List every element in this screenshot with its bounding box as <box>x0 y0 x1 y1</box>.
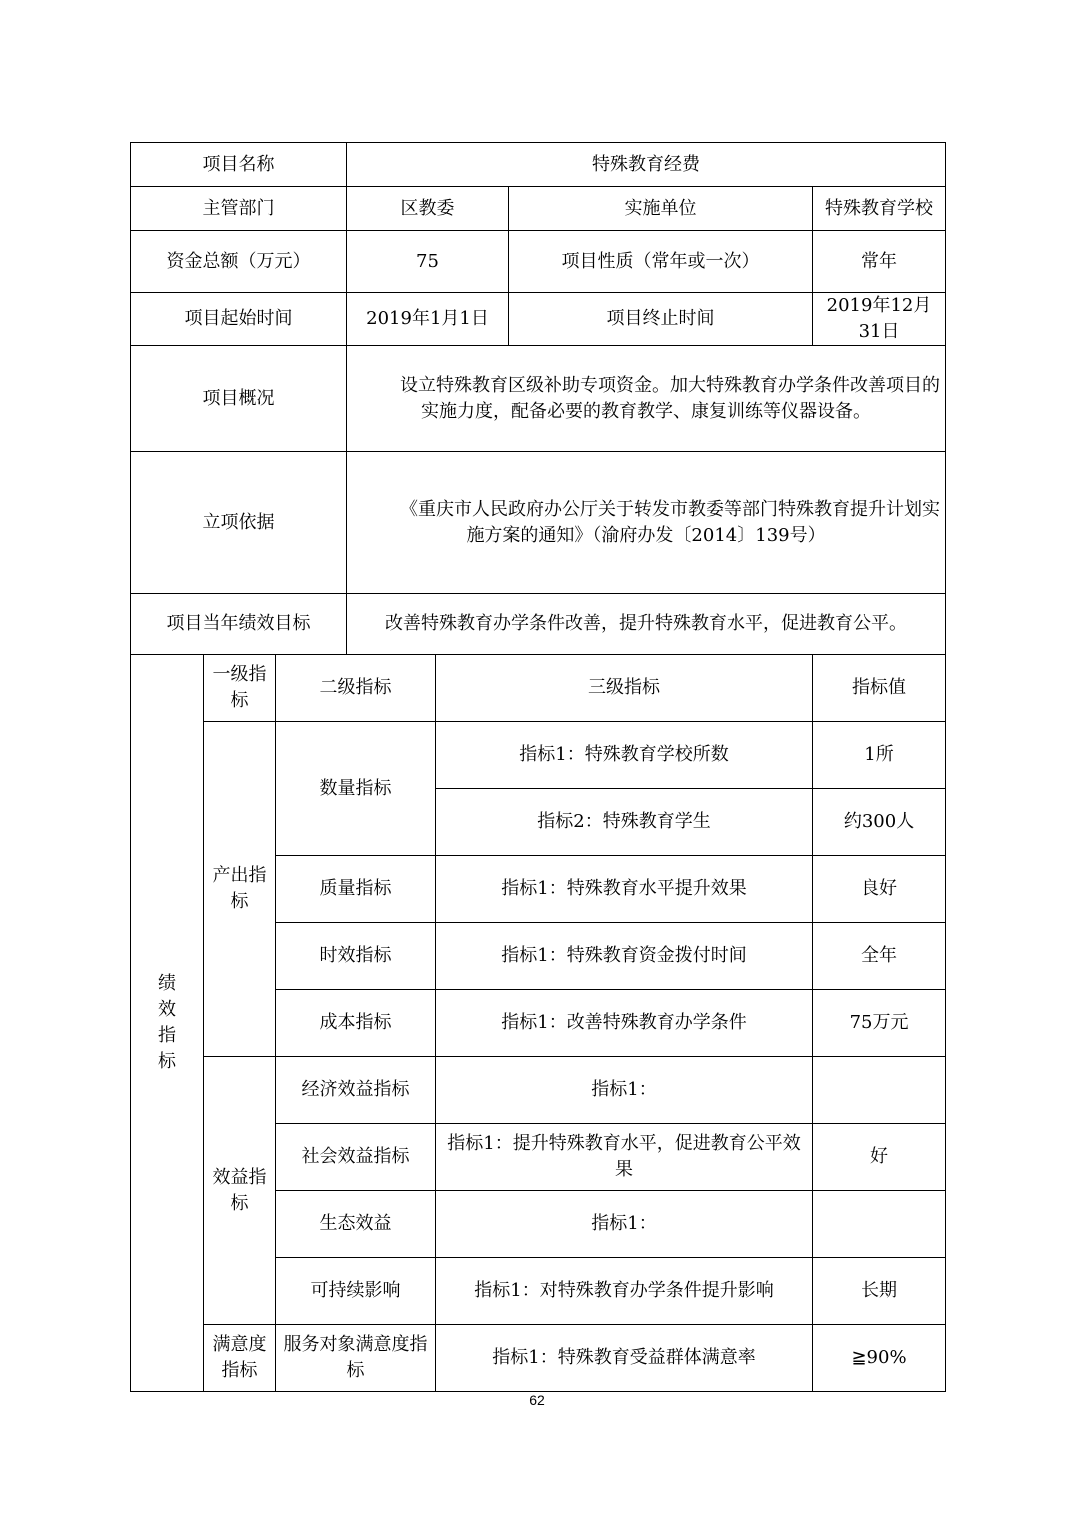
goal-label: 项目当年绩效目标 <box>131 594 347 655</box>
economic-1: 指标1： <box>436 1057 813 1124</box>
section-char: 效 <box>158 999 176 1020</box>
timeliness-label: 时效指标 <box>276 923 436 990</box>
impl-label: 实施单位 <box>509 187 813 231</box>
goal-value: 改善特殊教育办学条件改善，提升特殊教育水平，促进教育公平。 <box>347 594 946 655</box>
row-overview <box>131 346 946 452</box>
fund-value: 75 <box>347 231 509 293</box>
economic-label: 经济效益指标 <box>276 1057 436 1124</box>
service-label: 服务对象满意度指标 <box>276 1325 436 1392</box>
nature-value: 常年 <box>813 231 946 293</box>
row-dates <box>131 293 946 346</box>
sustainable-1: 指标1：对特殊教育办学条件提升影响 <box>436 1258 813 1325</box>
fund-label: 资金总额（万元） <box>131 231 347 293</box>
social-1-value: 好 <box>813 1124 946 1191</box>
end-label: 项目终止时间 <box>509 293 813 346</box>
indicator-header-row <box>131 655 946 722</box>
table-row <box>131 1057 946 1124</box>
economic-1-value <box>813 1057 946 1124</box>
overview-text: 设立特殊教育区级补助专项资金。加大特殊教育办学条件改善项目的实施力度，配备必要的教育教学、康复训练等仪器设备。 <box>400 374 941 422</box>
header-level2: 二级指标 <box>276 655 436 722</box>
social-1: 指标1：提升特殊教育水平，促进教育公平效果 <box>436 1124 813 1191</box>
header-level3: 三级指标 <box>436 655 813 722</box>
section-char: 绩 <box>158 973 176 994</box>
sustainable-1-value: 长期 <box>813 1258 946 1325</box>
benefit-indicator-label: 效益指标 <box>204 1057 276 1325</box>
table-row <box>131 1325 946 1392</box>
performance-indicator-chars <box>135 971 199 1075</box>
dept-value: 区教委 <box>347 187 509 231</box>
quantity-2-value: 约300人 <box>813 789 946 856</box>
dept-label: 主管部门 <box>131 187 347 231</box>
ecological-label: 生态效益 <box>276 1191 436 1258</box>
service-1: 指标1：特殊教育受益群体满意率 <box>436 1325 813 1392</box>
basis-text: 《重庆市人民政府办公厅关于转发市教委等部门特殊教育提升计划实施方案的通知》（渝府办发〔2014〕139号） <box>400 498 941 546</box>
satisfaction-indicator-label: 满意度指标 <box>204 1325 276 1392</box>
section-char: 指 <box>158 1025 176 1046</box>
header-value: 指标值 <box>813 655 946 722</box>
row-goal <box>131 594 946 655</box>
quantity-1-value: 1所 <box>813 722 946 789</box>
cost-1: 指标1：改善特殊教育办学条件 <box>436 990 813 1057</box>
end-value: 2019年12月31日 <box>813 293 946 346</box>
ecological-1: 指标1： <box>436 1191 813 1258</box>
section-char: 标 <box>158 1051 176 1072</box>
quality-label: 质量指标 <box>276 856 436 923</box>
basis-value <box>347 452 946 594</box>
performance-indicator-label <box>131 655 204 1392</box>
row-project-name <box>131 143 946 187</box>
basis-label: 立项依据 <box>131 452 347 594</box>
nature-label: 项目性质（常年或一次） <box>509 231 813 293</box>
page-number: 62 <box>529 1392 545 1408</box>
overview-label: 项目概况 <box>131 346 347 452</box>
service-1-value: ≧90% <box>813 1325 946 1392</box>
ecological-1-value <box>813 1191 946 1258</box>
quality-1: 指标1：特殊教育水平提升效果 <box>436 856 813 923</box>
quantity-1: 指标1：特殊教育学校所数 <box>436 722 813 789</box>
cost-label: 成本指标 <box>276 990 436 1057</box>
overview-value <box>347 346 946 452</box>
project-name-value: 特殊教育经费 <box>347 143 946 187</box>
social-label: 社会效益指标 <box>276 1124 436 1191</box>
project-name-label: 项目名称 <box>131 143 347 187</box>
row-basis <box>131 452 946 594</box>
start-value: 2019年1月1日 <box>347 293 509 346</box>
project-performance-table <box>130 142 946 1392</box>
cost-1-value: 75万元 <box>813 990 946 1057</box>
header-level1: 一级指标 <box>204 655 276 722</box>
timeliness-1: 指标1：特殊教育资金拨付时间 <box>436 923 813 990</box>
row-department <box>131 187 946 231</box>
sustainable-label: 可持续影响 <box>276 1258 436 1325</box>
output-indicator-label: 产出指标 <box>204 722 276 1057</box>
quantity-2: 指标2：特殊教育学生 <box>436 789 813 856</box>
start-label: 项目起始时间 <box>131 293 347 346</box>
table-row <box>131 722 946 789</box>
timeliness-1-value: 全年 <box>813 923 946 990</box>
impl-value: 特殊教育学校 <box>813 187 946 231</box>
quality-1-value: 良好 <box>813 856 946 923</box>
row-fund <box>131 231 946 293</box>
quantity-label: 数量指标 <box>276 722 436 856</box>
